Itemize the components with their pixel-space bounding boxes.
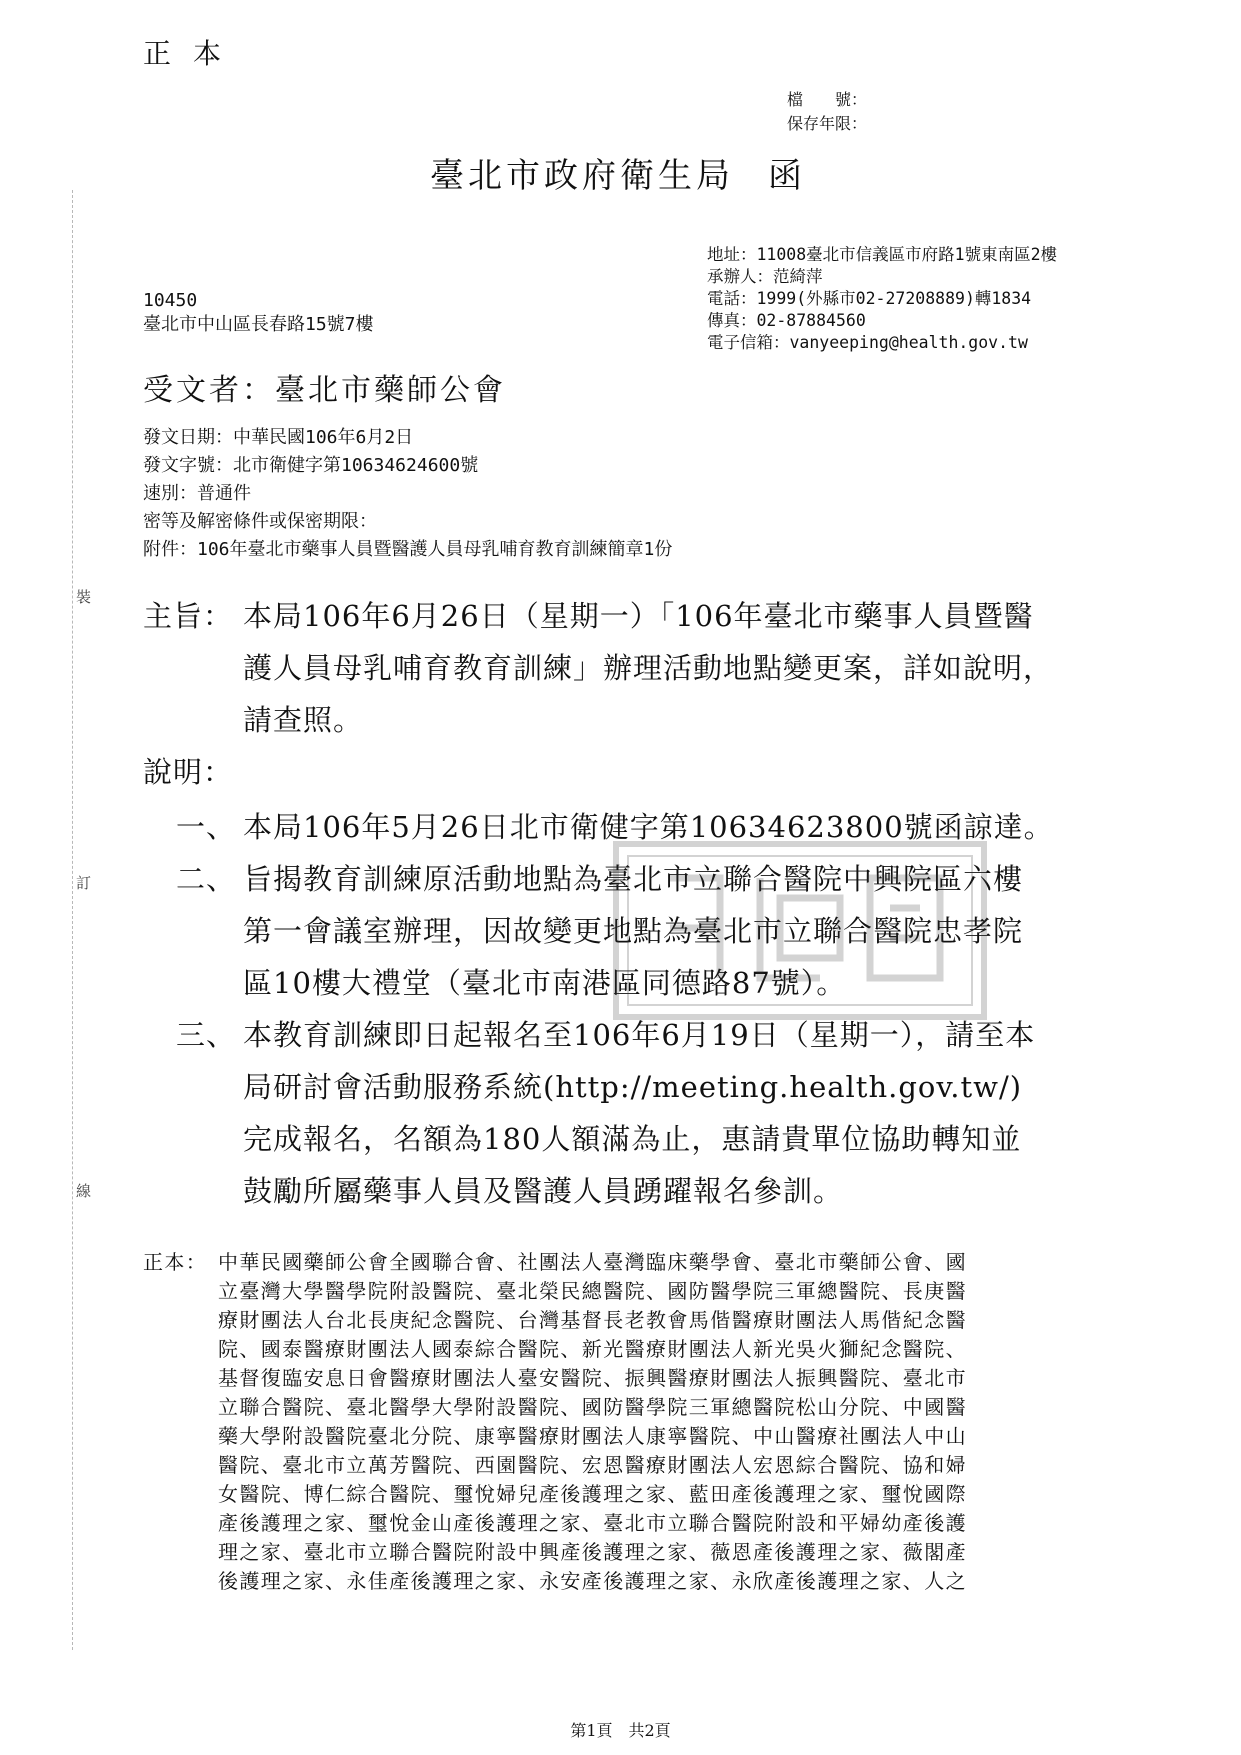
item-line: 局研討會活動服務系統(http://meeting.health.gov.tw/): [243, 1070, 1023, 1104]
cc-line: 產後護理之家、璽悅金山產後護理之家、臺北市立聯合醫院附設和平婦幼產後護: [218, 1511, 967, 1535]
cc-line: 療財團法人台北長庚紀念醫院、台灣基督長老教會馬偕醫療財團法人馬偕紀念醫: [218, 1308, 967, 1332]
item-line: 本局106年5月26日北市衛健字第10634623800號函諒達。: [243, 810, 1054, 844]
cc-line: 醫院、臺北市立萬芳醫院、西園醫院、宏恩醫療財團法人宏恩綜合醫院、協和婦: [218, 1453, 967, 1477]
item-line: 本教育訓練即日起報名至106年6月19日（星期一），請至本: [243, 1018, 1036, 1052]
binding-guide-line: [72, 190, 73, 1650]
issue-number: 發文字號：北市衛健字第10634624600號: [143, 455, 479, 476]
binding-mark-xian: 線: [76, 1182, 92, 1200]
cc-line: 基督復臨安息日會醫療財團法人臺安醫院、振興醫療財團法人振興醫院、臺北市: [218, 1366, 967, 1390]
item-line: 旨揭教育訓練原活動地點為臺北市立聯合醫院中興院區六樓: [243, 862, 1024, 896]
sender-info: [707, 244, 1057, 354]
cc-line: 院、國泰醫療財團法人國泰綜合醫院、新光醫療財團法人新光吳火獅紀念醫院、: [218, 1337, 967, 1361]
subject-line: 護人員母乳哺育教育訓練」辦理活動地點變更案，詳如說明，: [243, 651, 1054, 685]
sender-fax: 傳真：02-87884560: [707, 311, 866, 330]
recipient-postcode: 10450: [143, 290, 198, 311]
archive-number-label: 檔 號：: [787, 90, 868, 109]
document-meta: [143, 424, 672, 564]
copy-mark: 正本: [143, 37, 244, 70]
page-number: 第1頁 共2頁: [570, 1721, 671, 1740]
cc-line: 立臺灣大學醫學院附設醫院、臺北榮民總醫院、國防醫學院三軍總醫院、長庚醫: [218, 1279, 967, 1303]
cc-label: 正本：: [143, 1250, 208, 1274]
delivery-speed: 速別：普通件: [143, 483, 251, 504]
document-type: 函: [768, 156, 806, 196]
attachment: 附件：106年臺北市藥事人員暨醫護人員母乳哺育教育訓練簡章1份: [143, 539, 673, 560]
item-number: 二、: [176, 862, 237, 896]
cc-line: 理之家、臺北市立聯合醫院附設中興產後護理之家、薇恩產後護理之家、薇閣產: [218, 1540, 967, 1564]
document-title: [430, 148, 806, 197]
item-number: 一、: [176, 810, 237, 844]
cc-line: 立聯合醫院、臺北醫學大學附設醫院、國防醫學院三軍總醫院松山分院、中國醫: [218, 1395, 967, 1419]
item-number: 三、: [176, 1018, 237, 1052]
cc-line: 女醫院、博仁綜合醫院、璽悅婦兒產後護理之家、藍田產後護理之家、璽悅國際: [218, 1482, 967, 1506]
item-line: 完成報名，名額為180人額滿為止，惠請貴單位協助轉知並: [243, 1122, 1022, 1156]
subject-line: 本局106年6月26日（星期一）「106年臺北市藥事人員暨醫: [243, 599, 1034, 633]
subject-line: 請查照。: [243, 703, 364, 737]
item-line: 區10樓大禮堂（臺北市南港區同德路87號）。: [243, 966, 847, 1000]
recipient: 受文者：臺北市藥師公會: [143, 373, 506, 408]
cc-line: 藥大學附設醫院臺北分院、康寧醫療財團法人康寧醫院、中山醫療社團法人中山: [218, 1424, 967, 1448]
sender-handler: 承辦人：范綺萍: [707, 267, 823, 286]
recipient-street: 臺北市中山區長春路15號7樓: [143, 314, 374, 335]
subject-label: 主旨：: [143, 599, 234, 633]
cc-line: 後護理之家、永佳產後護理之家、永安產後護理之家、永欣產後護理之家、人之: [218, 1569, 967, 1593]
archive-info: [787, 88, 867, 136]
explanation-label: 說明：: [143, 755, 234, 789]
binding-mark-ding: 訂: [76, 874, 92, 892]
sender-address: 地址：11008臺北市信義區市府路1號東南區2樓: [707, 245, 1058, 264]
issue-date: 發文日期：中華民國106年6月2日: [143, 427, 414, 448]
sender-email: 電子信箱：vanyeeping@health.gov.tw: [707, 333, 1028, 352]
binding-mark-zhuang: 裝: [76, 588, 92, 606]
recipient-address: [143, 289, 374, 337]
secrecy-level: 密等及解密條件或保密期限：: [143, 511, 377, 532]
item-line: 第一會議室辦理，因故變更地點為臺北市立聯合醫院忠孝院: [243, 914, 1024, 948]
cc-line: 中華民國藥師公會全國聯合會、社團法人臺灣臨床藥學會、臺北市藥師公會、國: [218, 1250, 967, 1274]
sender-phone: 電話：1999(外縣市02-27208889)轉1834: [707, 289, 1032, 308]
official-seal-stamp: [610, 838, 990, 1023]
item-line: 鼓勵所屬藥事人員及醫護人員踴躍報名參訓。: [243, 1174, 844, 1208]
agency-name: 臺北市政府衛生局: [430, 156, 734, 196]
retention-period-label: 保存年限：: [787, 114, 868, 133]
